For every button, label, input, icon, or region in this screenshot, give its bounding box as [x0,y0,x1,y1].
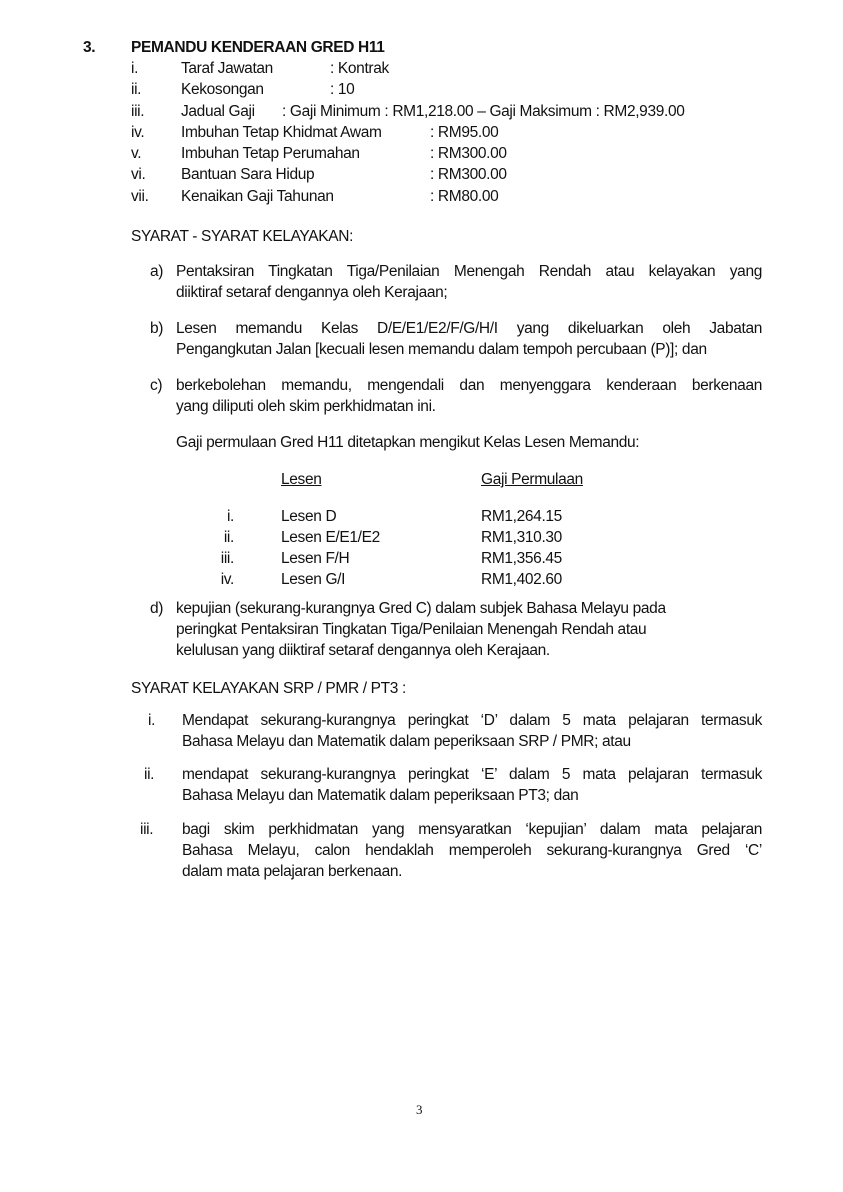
detail-num: vi. [131,166,146,183]
detail-num: ii. [131,81,142,98]
srp-item-1 [182,710,762,752]
srp-item-2 [182,764,762,806]
list-marker: b) [150,320,164,337]
text-line: Pengangkutan Jalan [kecuali lesen memandu dalam tempoh percubaan (P)]; dan [176,341,707,358]
text-line: yang diliputi oleh skim perkhidmatan ini. [176,398,436,415]
column-header-license: Lesen [281,471,322,488]
row-salary: RM1,402.60 [481,571,562,588]
requirements-heading: SYARAT - SYARAT KELAYAKAN: [131,228,354,245]
srp-heading: SYARAT KELAYAKAN SRP / PMR / PT3 : [131,680,406,697]
detail-value: : RM300.00 [430,145,507,162]
detail-num: iii. [131,103,145,120]
text-line: kepujian (sekurang-kurangnya Gred C) dalam subjek Bahasa Melayu pada [176,600,666,617]
section-number: 3. [83,39,96,56]
detail-value: : RM300.00 [430,166,507,183]
row-salary: RM1,356.45 [481,550,562,567]
detail-label: Taraf Jawatan [181,60,273,77]
detail-label: Imbuhan Tetap Perumahan [181,145,360,162]
text-line: Bahasa Melayu dan Matematik dalam peperiksaan PT3; dan [182,787,579,804]
text-line: Lesen memandu Kelas D/E/E1/E2/F/G/H/I yang dikeluarkan oleh Jabatan [176,320,762,337]
column-header-salary: Gaji Permulaan [481,471,583,488]
requirement-a [176,261,762,303]
list-marker: a) [150,263,164,280]
srp-item-3 [182,819,762,882]
list-marker: d) [150,600,164,617]
detail-num: iv. [131,124,145,141]
text-line: Bahasa Melayu dan Matematik dalam peperiksaan SRP / PMR; atau [182,733,631,750]
list-marker: iii. [140,821,154,838]
row-license: Lesen E/E1/E2 [281,529,380,546]
row-num: i. [226,508,234,525]
text-line: mendapat sekurang-kurangnya peringkat ‘E’ dalam 5 mata pelajaran termasuk [182,766,762,783]
row-license: Lesen D [281,508,337,525]
text-line: bagi skim perkhidmatan yang mensyaratkan ‘kepujian’ dalam mata pelajaran [182,821,762,838]
row-num: iv. [220,571,234,588]
section-title: PEMANDU KENDERAAN GRED H11 [131,39,385,56]
text-line: kelulusan yang diiktiraf setaraf dengannya oleh Kerajaan. [176,642,550,659]
text-line: Pentaksiran Tingkatan Tiga/Penilaian Menengah Rendah atau kelayakan yang [176,263,762,280]
detail-label: Kekosongan [181,81,264,98]
row-num: iii. [220,550,234,567]
row-license: Lesen F/H [281,550,350,567]
text-line: peringkat Pentaksiran Tingkatan Tiga/Penilaian Menengah Rendah atau [176,621,647,638]
list-marker: ii. [144,766,155,783]
requirement-c [176,375,762,417]
row-num: ii. [223,529,234,546]
detail-value: : RM95.00 [430,124,499,141]
starting-salary-note: Gaji permulaan Gred H11 ditetapkan mengikut Kelas Lesen Memandu: [176,434,640,451]
detail-label: Imbuhan Tetap Khidmat Awam [181,124,382,141]
requirement-b [176,318,762,360]
detail-value: : Kontrak [330,60,389,77]
detail-num: vii. [131,188,149,205]
text-line: berkebolehan memandu, mengendali dan menyenggara kenderaan berkenaan [176,377,762,394]
requirement-d [176,598,762,661]
text-line: Mendapat sekurang-kurangnya peringkat ‘D’ dalam 5 mata pelajaran termasuk [182,712,762,729]
page-number: 3 [416,1102,423,1117]
text-line: Bahasa Melayu, calon hendaklah memperoleh sekurang-kurangnya Gred ‘C’ [182,842,762,859]
list-marker: i. [148,712,156,729]
row-salary: RM1,310.30 [481,529,562,546]
detail-value: : RM80.00 [430,188,499,205]
text-line: diiktiraf setaraf dengannya oleh Kerajaan; [176,284,448,301]
detail-label: Kenaikan Gaji Tahunan [181,188,334,205]
text-line: dalam mata pelajaran berkenaan. [182,863,403,880]
list-marker: c) [150,377,163,394]
row-license: Lesen G/I [281,571,346,588]
detail-label: Bantuan Sara Hidup [181,166,315,183]
detail-label: Jadual Gaji [181,103,255,120]
detail-num: v. [131,145,142,162]
detail-value: : 10 [330,81,355,98]
row-salary: RM1,264.15 [481,508,562,525]
detail-value: : Gaji Minimum : RM1,218.00 – Gaji Maksimum : RM2,939.00 [282,103,685,120]
detail-num: i. [131,60,139,77]
